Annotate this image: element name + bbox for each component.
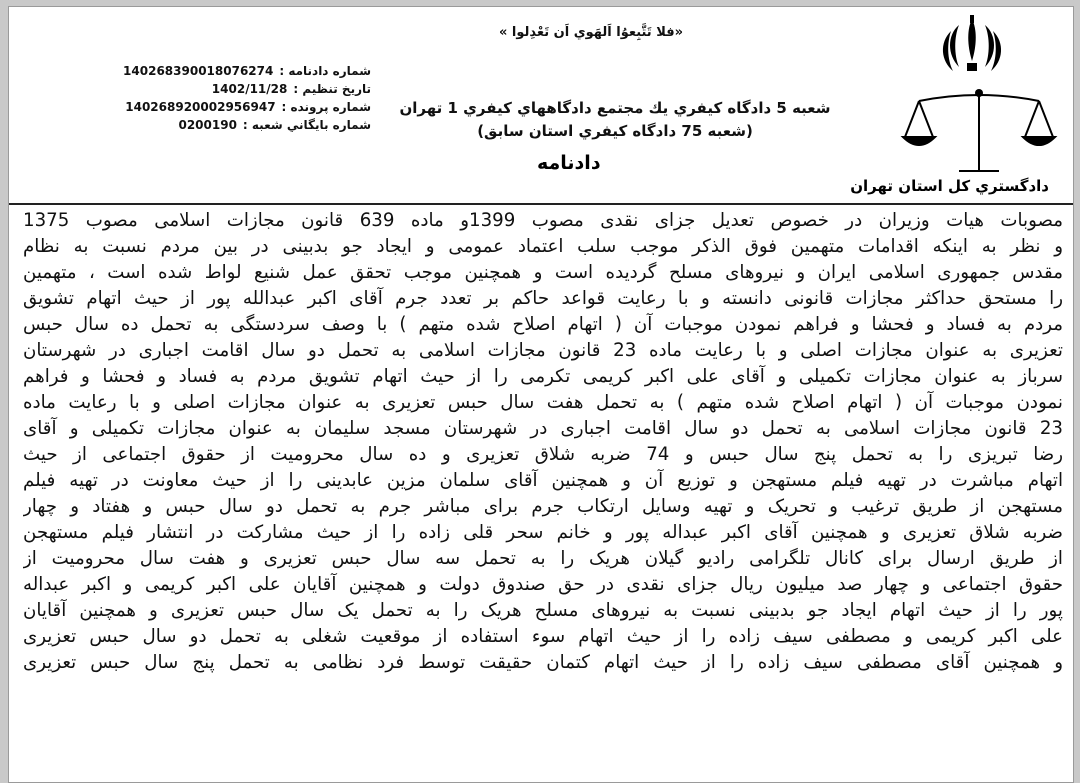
meta-label: تاريخ تنظيم : <box>293 82 371 96</box>
meta-label: شماره دادنامه : <box>279 64 371 78</box>
court-name: شعبه 5 دادگاه كيفري يك مجتمع دادگاههاي كيفري 1 تهران (شعبه 75 دادگاه كيفري استان سابق) <box>399 99 831 140</box>
verse-heading: «فلا تَتَّبِعوُا اَلهَوي اَن تَعْدِلوا » <box>499 25 683 40</box>
body-line: مستهجن از طریق ترغیب و تحریک و تهیه وسایل ارتکاب جرم برای مباشر جرم به تحمل دو سال حبس و هفتاد و چهار <box>23 496 1063 517</box>
meta-value: 1402/11/28 <box>211 82 288 96</box>
verdict-body <box>23 208 1063 676</box>
meta-row <box>99 116 371 134</box>
body-line: رضا تبریزی را به تحمل پنج سال حبس و 74 ضربه شلاق تعزیری و ده سال محرومیت از حقوق اجتماعی از حیث <box>23 444 1063 465</box>
meta-row <box>99 98 371 116</box>
meta-value: 140268390018076274 <box>123 64 274 78</box>
document-page <box>8 6 1074 783</box>
body-line: 23 قانون مجازات اسلامی به تحمل دو سال اقامت اجباری در شهرستان مسجد سلیمان به عنوان مجازات تکمیلی و آقای <box>23 418 1063 439</box>
body-line: مصوبات هیات وزیران در خصوص تعدیل جزای نقدی مصوب 1399و ماده 639 قانون مجازات اسلامی مصوب 1375 <box>23 210 1063 231</box>
meta-row <box>99 80 371 98</box>
body-line: نمودن موجبات آن ( اتهام اصلاح شده متهم ) به تحمل هفت سال حبس تعزیری به عنوان مجازات اصلی و با رعایت ماده <box>23 392 1063 413</box>
body-line: اتهام مباشرت در تهیه فیلم مستهجن و توزیع آن و همچنین آقای سلمان مزین عابدینی را از حیث معاونت در تهیه فیلم <box>23 470 1063 491</box>
body-line: تعزیری به عنوان مجازات اصلی و با رعایت ماده 23 قانون مجازات اسلامی به تحمل دو سال اقامت اجباری در شهرستان <box>23 340 1063 361</box>
body-line: و نظر به اینکه اقدامات متهمین فوق الذکر موجب سلب اعتماد عمومی و ایجاد جو بدبینی در بین مردم نسبت به نظام <box>23 236 1063 257</box>
iran-emblem-icon <box>937 15 1007 77</box>
meta-row <box>99 62 371 80</box>
header-divider <box>9 203 1073 205</box>
case-metadata <box>99 62 371 134</box>
body-line: سرباز به عنوان مجازات تکمیلی و آقای علی اکبر کریمی تکرمی را از حیث اتهام تشویق مردم به فساد و فحشا و فراهم <box>23 366 1063 387</box>
document-title: دادنامه <box>537 152 601 174</box>
body-line: مقدس جمهوری اسلامی ایران و نیروهای مسلح گردیده است و همچنین موجب تحقق عمل شنیع لواط شده است ، متهمین <box>23 262 1063 283</box>
body-line: پور را از حیث اتهام ایجاد جو بدبینی نسبت به نیروهای مسلح هریک را به تحمل یک سال حبس تعزیری و همچنین آقایان <box>23 600 1063 621</box>
body-line: علی اکبر کریمی و مصطفی سیف زاده را از حیث اتهام سوء استفاده از موقعیت شغلی به تحمل دو سال حبس تعزیری <box>23 626 1063 647</box>
meta-value: 0200190 <box>178 118 237 132</box>
body-line: از طریق ارسال برای کانال تلگرامی رادیو گیلان هریک را به تحمل سه سال حبس تعزیری و هفت سال محرومیت از <box>23 548 1063 569</box>
body-line: حقوق اجتماعی و چهار صد میلیون ریال جزای نقدی در حق صندوق دولت و همچنین آقایان علی اکبر کریمی و اکبر عبداله <box>23 574 1063 595</box>
body-line: را مستحق حداکثر مجازات قانونی دانسته و با رعایت قواعد حاکم بر تعدد جرم آقای اکبر عبدالله پور از حیث اتهام تشویق <box>23 288 1063 309</box>
body-line: مردم به فساد و فحشا و فراهم نمودن موجبات آن ( اتهام اصلاح شده متهم ) با وصف سردستگی به تحمل ده سال حبس <box>23 314 1063 335</box>
meta-label: شماره پرونده : <box>281 100 371 114</box>
body-line: و همچنین آقای مصطفی سیف زاده را از حیث اتهام کتمان حقیقت توسط فرد نظامی به تحمل پنج سال حبس تعزیری <box>23 652 1063 673</box>
meta-label: شماره بايگاني شعبه : <box>242 118 371 132</box>
province-court-label: دادگستري كل استان تهران <box>850 177 1049 195</box>
body-line: ضربه شلاق تعزیری و همچنین آقای اکبر عبداله پور و خانم سحر قلی زاده را از حیث مشارکت در انتشار فیلم مستهجن <box>23 522 1063 543</box>
scales-of-justice-icon <box>899 87 1059 179</box>
meta-value: 140268920002956947 <box>125 100 276 114</box>
